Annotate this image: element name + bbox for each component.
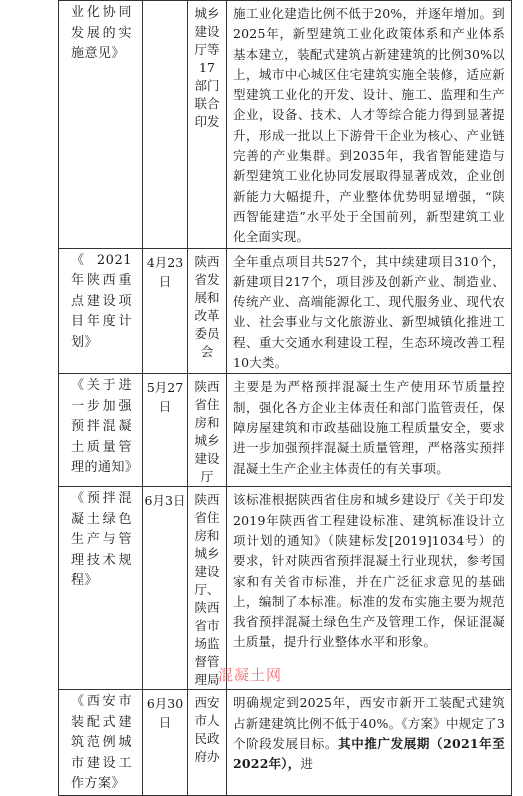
watermark: 混凝土网 bbox=[218, 666, 283, 684]
issuing-department: 陕西省住房和城乡建设厅、陕西省市场监督管理局 bbox=[194, 492, 220, 688]
issue-date: 6月30日 bbox=[146, 696, 184, 731]
policy-table bbox=[58, 0, 512, 796]
issuing-department: 城乡建设厅等17部门联合印发 bbox=[194, 6, 220, 129]
content-summary: 施工业化建造比例不低于20%，并逐年增加。到2025年，新型建筑工业化政策体系和产业体系基本建立，装配式建筑占新建建筑的比例30%以上，城市中心城区住宅建筑实施全装修，适应新型建筑工业化的开发、设计、施工、监理和生产企业，设备、技术、人才等综合能力得到显著提升，形成一批以上下游骨干企业为核心、产业链完善的产业集群。到2035年，我省智能建造与新型建筑工业化协同发展取得显著成效，企业创新能力大幅提升，产业整体优势明显增强，“陕西智能建造”水平处于全国前列，新型建筑工业化全面实现。 bbox=[233, 6, 505, 245]
issue-date bbox=[143, 1, 187, 5]
content-summary: 主要是为严格预拌混凝土生产使用环节质量控制，强化各方企业主体责任和部门监管责任，保障房屋建筑和市政基础设施工程质量安全，要求进一步加强预拌混凝土质量管理，严格落实预拌混凝土生产企业主体责任的有关事项。 bbox=[233, 379, 505, 476]
issuing-department: 陕西省住房和城乡建设厅 bbox=[194, 379, 220, 485]
content-summary: 全年重点项目共527个，其中续建项目310个，新建项目217个，项目涉及创新产业、制造业、传统产业、高端能源化工、现代服务业、现代农业、社会事业与文化旅游业、新型城镇化推进工程、重大交通水利建设工程，生态环境改善工程10大类。 bbox=[233, 253, 505, 371]
document-title: 《西安市装配式建筑范例城市建设工作方案》 bbox=[71, 694, 132, 792]
issue-date: 4月23日 bbox=[146, 254, 184, 289]
document-title: 《2021年陕西重点建设项目年度计划》 bbox=[71, 252, 132, 350]
table-row bbox=[59, 374, 512, 487]
table-row bbox=[59, 690, 512, 796]
document-title: 《预拌混凝土绿色生产与管理技术规程》 bbox=[71, 491, 132, 589]
issuing-department: 陕西省发展和改革委员会 bbox=[194, 253, 220, 359]
content-bold-text: 其中推广发展期（2021年至2022年）， bbox=[233, 735, 506, 772]
document-title: 业化协同发展的实施意见》 bbox=[71, 5, 132, 61]
table-row bbox=[59, 487, 512, 690]
issuing-department: 西安市人民政府办 bbox=[194, 695, 220, 765]
issue-date: 6月3日 bbox=[144, 493, 186, 509]
issue-date: 5月27日 bbox=[146, 380, 184, 415]
table-row bbox=[59, 248, 512, 374]
content-text: 明确规定到2025年，西安市新开工装配式建筑占新建建筑比例不低于40%。《方案》中规定了3个阶段发展目标。 bbox=[233, 695, 505, 751]
document-title: 《关于进一步加强预拌混凝土质量管理的通知》 bbox=[71, 378, 139, 476]
table-row bbox=[59, 1, 512, 249]
content-summary: 该标准根据陕西省住房和城乡建设厅《关于印发2019年陕西省工程建设标准、建筑标准设计立项计划的通知》（陕建标发[2019]1034号）的要求，针对陕西省预拌混凝土行业现状，参考国家和有关省市标准，并在广泛征求意见的基础上，编制了本标准。标准的发布实施主要为规范我省预拌混凝土绿色生产及管理工作，保证混凝土质量，提升行业整体水平和形象。 bbox=[233, 492, 505, 650]
content-tail-text: 进 bbox=[300, 756, 314, 772]
content-summary bbox=[227, 690, 511, 774]
